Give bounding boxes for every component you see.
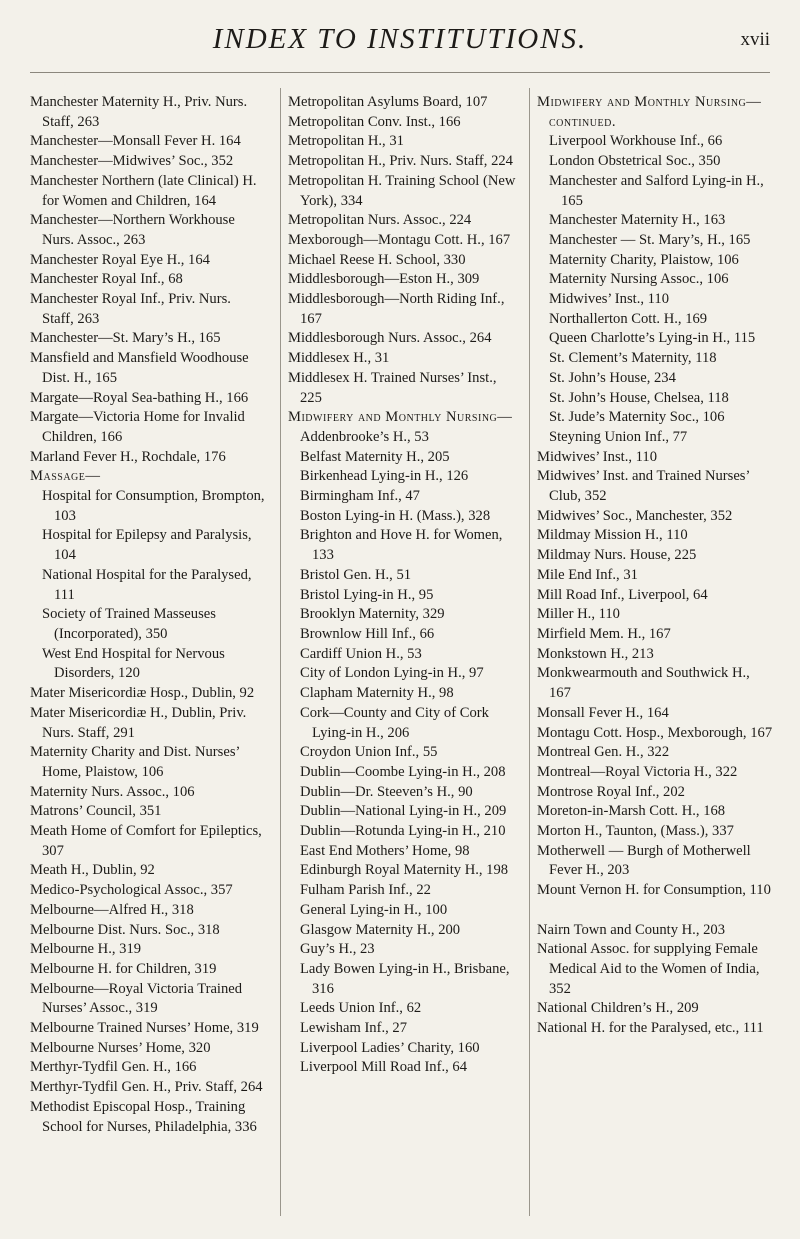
index-entry: Monkwearmouth and Southwick H., 167 — [537, 665, 750, 702]
page-header — [30, 16, 770, 64]
index-entry: St. Jude’s Maternity Soc., 106 — [549, 409, 725, 426]
index-entry: Hospital for Epilepsy and Paralysis, 104 — [42, 527, 252, 564]
index-entry: Miller H., 110 — [537, 606, 620, 623]
index-column-1 — [30, 93, 266, 1137]
index-entry: Dublin—National Lying-in H., 209 — [300, 803, 507, 820]
index-column-3 — [537, 93, 773, 1039]
index-entry: Midwives’ Inst., 110 — [537, 448, 657, 465]
page-number: xvii — [740, 29, 770, 50]
index-entry: Cork—County and City of Cork Lying-in H., 206 — [300, 704, 489, 741]
index-entry: Midwives’ Inst. and Trained Nurses’ Club, 352 — [537, 468, 750, 505]
index-entry: Liverpool Mill Road Inf., 64 — [300, 1059, 467, 1076]
index-entry: Bristol Gen. H., 51 — [300, 566, 412, 583]
index-entry: Methodist Episcopal Hosp., Training School for Nurses, Philadelphia, 336 — [30, 1098, 257, 1135]
index-entry: Cardiff Union H., 53 — [300, 645, 422, 662]
index-entry: National H. for the Paralysed, etc., 111 — [537, 1020, 764, 1037]
index-section-heading: Midwifery and Monthly Nursing— — [288, 409, 513, 426]
index-entry: Northallerton Cott. H., 169 — [549, 310, 708, 327]
index-entry: Manchester — St. Mary’s, H., 165 — [549, 231, 751, 248]
index-entry: Nairn Town and County H., 203 — [537, 921, 726, 938]
index-entry: Steyning Union Inf., 77 — [549, 428, 688, 445]
index-entry: Brownlow Hill Inf., 66 — [300, 625, 435, 642]
index-entry: City of London Lying-in H., 97 — [300, 665, 484, 682]
index-section-heading: Midwifery and Monthly Nursing—continued. — [537, 94, 762, 130]
index-entry: Margate—Royal Sea-bathing H., 166 — [30, 389, 249, 406]
index-entry: Manchester and Salford Lying-in H., 165 — [549, 172, 764, 209]
index-column-2 — [288, 93, 522, 1078]
index-entry: Liverpool Ladies’ Charity, 160 — [300, 1039, 480, 1056]
index-entry: Mater Misericordiæ Hosp., Dublin, 92 — [30, 685, 255, 702]
index-entry: General Lying-in H., 100 — [300, 901, 448, 918]
index-entry: St. John’s House, Chelsea, 118 — [549, 389, 729, 406]
index-entry: East End Mothers’ Home, 98 — [300, 842, 470, 859]
index-entry: Marland Fever H., Rochdale, 176 — [30, 448, 226, 465]
page-title: INDEX TO INSTITUTIONS. — [212, 23, 588, 55]
index-entry: London Obstetrical Soc., 350 — [549, 153, 721, 170]
index-entry: Mildmay Nurs. House, 225 — [537, 547, 697, 564]
index-entry: Dublin—Coombe Lying-in H., 208 — [300, 763, 506, 780]
index-entry: Birkenhead Lying-in H., 126 — [300, 468, 469, 485]
index-entry: Queen Charlotte’s Lying-in H., 115 — [549, 330, 756, 347]
index-entry: Maternity Nursing Assoc., 106 — [549, 271, 729, 288]
index-entry: Middlesex H. Trained Nurses’ Inst., 225 — [288, 369, 497, 406]
index-entry: Manchester Royal Inf., 68 — [30, 271, 183, 288]
index-entry: Metropolitan H., 31 — [288, 133, 404, 150]
index-entry: Brooklyn Maternity, 329 — [300, 606, 445, 623]
index-entry: Lewisham Inf., 27 — [300, 1020, 407, 1037]
index-entry: Manchester—Midwives’ Soc., 352 — [30, 153, 234, 170]
index-entry: Melbourne—Royal Victoria Trained Nurses’ Assoc., 319 — [30, 980, 243, 1017]
index-entry: Metropolitan H. Training School (New York), 334 — [288, 172, 516, 209]
index-entry: Croydon Union Inf., 55 — [300, 744, 438, 761]
index-entry: Melbourne Trained Nurses’ Home, 319 — [30, 1020, 259, 1037]
index-entry: Montreal—Royal Victoria H., 322 — [537, 763, 738, 780]
index-entry: Monkstown H., 213 — [537, 645, 654, 662]
index-entry: Metropolitan Asylums Board, 107 — [288, 94, 488, 110]
index-entry: Montrose Royal Inf., 202 — [537, 783, 685, 800]
index-entry: Midwives’ Soc., Manchester, 352 — [537, 507, 733, 524]
column-divider — [280, 88, 281, 1216]
index-entry: Mount Vernon H. for Consumption, 110 — [537, 882, 771, 899]
index-entry: Middlesborough—Eston H., 309 — [288, 271, 480, 288]
index-entry: Maternity Charity and Dist. Nurses’ Home, Plaistow, 106 — [30, 744, 240, 780]
index-spacer — [537, 901, 773, 921]
index-entry: Dublin—Dr. Steeven’s H., 90 — [300, 783, 473, 800]
index-entry: St. Clement’s Maternity, 118 — [549, 350, 717, 367]
index-entry: St. John’s House, 234 — [549, 369, 676, 386]
index-entry: Liverpool Workhouse Inf., 66 — [549, 133, 723, 150]
index-entry: Mexborough—Montagu Cott. H., 167 — [288, 231, 511, 248]
index-entry: Brighton and Hove H. for Women, 133 — [300, 527, 503, 564]
index-section-heading: Massage— — [30, 468, 101, 485]
index-entry: Manchester Royal Inf., Priv. Nurs. Staff, 263 — [30, 291, 231, 327]
index-entry: Midwives’ Inst., 110 — [549, 291, 669, 308]
index-entry: Hospital for Consumption, Brompton, 103 — [42, 488, 265, 524]
index-entry: Mill Road Inf., Liverpool, 64 — [537, 586, 708, 603]
index-entry: Merthyr-Tydfil Gen. H., 166 — [30, 1059, 197, 1076]
index-entry: Middlesborough—North Riding Inf., 167 — [288, 291, 505, 327]
index-entry: Belfast Maternity H., 205 — [300, 448, 450, 465]
index-entry: Melbourne Dist. Nurs. Soc., 318 — [30, 921, 220, 938]
index-entry: Manchester Northern (late Clinical) H. for Women and Children, 164 — [30, 172, 257, 209]
index-entry: Mile End Inf., 31 — [537, 566, 638, 583]
index-entry: Manchester—St. Mary’s H., 165 — [30, 330, 221, 347]
index-entry: Bristol Lying-in H., 95 — [300, 586, 434, 603]
index-entry: Montreal Gen. H., 322 — [537, 744, 670, 761]
index-entry: Melbourne—Alfred H., 318 — [30, 901, 194, 918]
index-entry: Metropolitan Nurs. Assoc., 224 — [288, 212, 472, 229]
index-entry: Manchester—Northern Workhouse Nurs. Assoc., 263 — [30, 212, 235, 248]
index-entry: Society of Trained Masseuses (Incorporated), 350 — [42, 606, 216, 642]
index-entry: Mansfield and Mansfield Woodhouse Dist. H., 165 — [30, 350, 249, 386]
index-entry: Guy’s H., 23 — [300, 941, 375, 958]
index-entry: Meath H., Dublin, 92 — [30, 862, 155, 879]
header-rule — [30, 72, 770, 73]
index-entry: Edinburgh Royal Maternity H., 198 — [300, 862, 509, 879]
index-entry: Moreton-in-Marsh Cott. H., 168 — [537, 803, 726, 820]
index-entry: Motherwell — Burgh of Motherwell Fever H., 203 — [537, 842, 751, 879]
index-entry: Mildmay Mission H., 110 — [537, 527, 688, 544]
index-entry: Addenbrooke’s H., 53 — [300, 428, 429, 445]
index-entry: Clapham Maternity H., 98 — [300, 685, 454, 702]
index-entry: Fulham Parish Inf., 22 — [300, 882, 431, 899]
index-entry: Margate—Victoria Home for Invalid Children, 166 — [30, 409, 245, 445]
index-entry: Birmingham Inf., 47 — [300, 488, 420, 505]
index-entry: Manchester Maternity H., Priv. Nurs. Staff, 263 — [30, 94, 248, 130]
column-divider — [529, 88, 530, 1216]
index-entry: Melbourne H., 319 — [30, 941, 142, 958]
index-entry: Melbourne H. for Children, 319 — [30, 960, 217, 977]
index-entry: Maternity Charity, Plaistow, 106 — [549, 251, 739, 268]
index-entry: Manchester Maternity H., 163 — [549, 212, 726, 229]
index-entry: Michael Reese H. School, 330 — [288, 251, 466, 268]
index-entry: Matrons’ Council, 351 — [30, 803, 162, 820]
index-entry: Merthyr-Tydfil Gen. H., Priv. Staff, 264 — [30, 1079, 263, 1096]
index-entry: Dublin—Rotunda Lying-in H., 210 — [300, 823, 506, 840]
index-entry: Manchester Royal Eye H., 164 — [30, 251, 210, 268]
index-entry: National Assoc. for supplying Female Medical Aid to the Women of India, 352 — [537, 941, 760, 997]
index-entry: Middlesborough Nurs. Assoc., 264 — [288, 330, 492, 347]
index-entry: Meath Home of Comfort for Epileptics, 307 — [30, 823, 262, 859]
index-entry: Morton H., Taunton, (Mass.), 337 — [537, 823, 734, 840]
index-entry: Monsall Fever H., 164 — [537, 704, 669, 721]
index-entry: Montagu Cott. Hosp., Mexborough, 167 — [537, 724, 773, 741]
index-entry: National Children’s H., 209 — [537, 1000, 699, 1017]
index-entry: West End Hospital for Nervous Disorders, 120 — [42, 645, 225, 682]
index-entry: Melbourne Nurses’ Home, 320 — [30, 1039, 211, 1056]
index-entry: Lady Bowen Lying-in H., Brisbane, 316 — [300, 960, 510, 997]
index-entry: Glasgow Maternity H., 200 — [300, 921, 461, 938]
index-entry: Metropolitan Conv. Inst., 166 — [288, 113, 461, 130]
index-entry: Manchester—Monsall Fever H. 164 — [30, 133, 241, 150]
index-entry: Medico-Psychological Assoc., 357 — [30, 882, 233, 899]
index-entry: National Hospital for the Paralysed, 111 — [42, 566, 252, 603]
index-entry: Leeds Union Inf., 62 — [300, 1000, 422, 1017]
index-entry: Boston Lying-in H. (Mass.), 328 — [300, 507, 491, 524]
index-entry: Mater Misericordiæ H., Dublin, Priv. Nurs. Staff, 291 — [30, 704, 247, 741]
index-entry: Maternity Nurs. Assoc., 106 — [30, 783, 195, 800]
index-entry: Metropolitan H., Priv. Nurs. Staff, 224 — [288, 153, 513, 170]
index-entry: Middlesex H., 31 — [288, 350, 390, 367]
index-entry: Mirfield Mem. H., 167 — [537, 625, 671, 642]
